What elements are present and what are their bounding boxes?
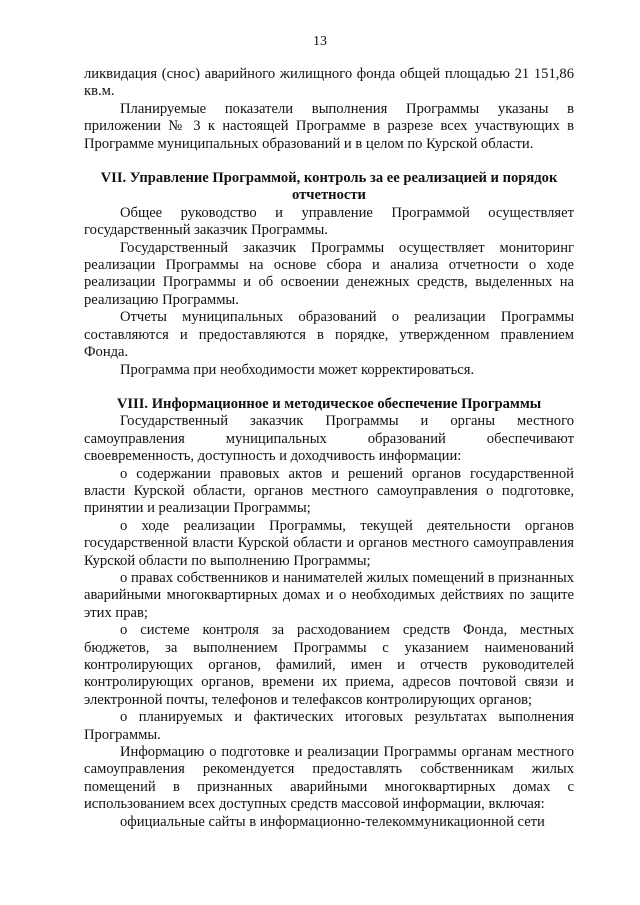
paragraph: Информацию о подготовке и реализации Программы органам местного самоуправления рекомендуется предоставлять собственникам жилых помещений в признанных аварийными многоквартирных домах с использованием всех доступных средств массовой информации, включая:	[84, 744, 574, 813]
paragraph: Государственный заказчик Программы и органы местного самоуправления муниципальных образований обеспечивают своевременность, доступность и доходчивость информации:	[84, 413, 574, 465]
paragraph: Государственный заказчик Программы осуществляет мониторинг реализации Программы на основе сбора и анализа отчетности о ходе реализации Программы и об освоении денежных средств, выделенных на реализацию Программы.	[84, 239, 574, 308]
spacer	[84, 379, 574, 396]
paragraph: Отчеты муниципальных образований о реализации Программы составляются и предоставляются в порядке, утвержденном правлением Фонда.	[84, 309, 574, 361]
document-body	[84, 66, 574, 831]
paragraph: Планируемые показатели выполнения Программы указаны в приложении № 3 к настоящей Программе в разрезе всех участвующих в Программе муниципальных образований и в целом по Курской области.	[84, 100, 574, 152]
list-item: о ходе реализации Программы, текущей деятельности органов государственной власти Курской области и органов местного самоуправления Курской области по выполнению Программы;	[84, 517, 574, 569]
page-number: 13	[313, 34, 327, 49]
section-heading-7: VII. Управление Программой, контроль за ее реализацией и порядок отчетности	[100, 170, 558, 204]
spacer	[84, 153, 574, 170]
paragraph: Программа при необходимости может корректироваться.	[120, 361, 475, 378]
list-item: официальные сайты в информационно-телекоммуникационной сети	[120, 813, 545, 830]
list-item: о содержании правовых актов и решений органов государственной власти Курской области, органов местного самоуправления о подготовке, принятии и реализации Программы;	[84, 465, 574, 517]
paragraph: Общее руководство и управление Программой осуществляет государственный заказчик Программы.	[84, 204, 574, 239]
paragraph: ликвидация (снос) аварийного жилищного фонда общей площадью 21 151,86 кв.м.	[84, 66, 574, 100]
list-item: о системе контроля за расходованием средств Фонда, местных бюджетов, за выполнением Программы с указанием наименований контролирующих органов, фамилий, имен и отчеств руководителей контролирующих органов, времени их приема, адресов почтовой связи и электронной почты, телефонов и телефаксов контролирующих органов;	[84, 622, 574, 708]
list-item: о правах собственников и нанимателей жилых помещений в признанных аварийными многоквартирных домах и о необходимых действиях по защите этих прав;	[84, 569, 574, 621]
list-item: о планируемых и фактических итоговых результатах выполнения Программы.	[84, 709, 574, 743]
section-heading-8: VIII. Информационное и методическое обеспечение Программы	[116, 395, 542, 412]
